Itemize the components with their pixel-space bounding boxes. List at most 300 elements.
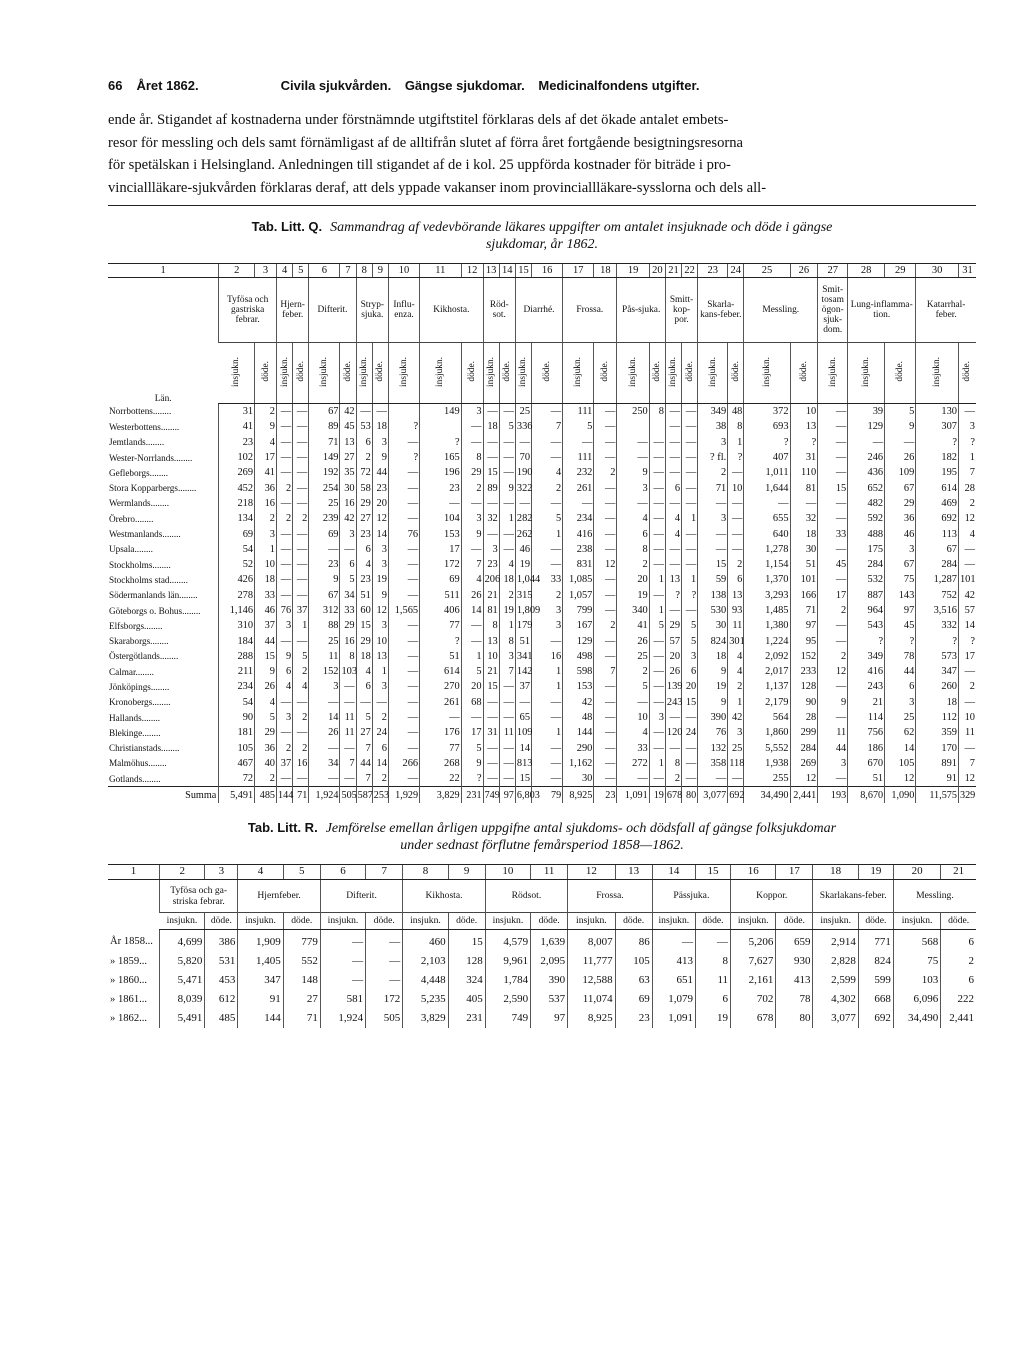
table-cell: 17 xyxy=(255,450,277,465)
lan-name: Gotlands........ xyxy=(109,773,161,784)
table-cell: 20 xyxy=(617,572,649,587)
table-cell: — xyxy=(818,465,848,480)
page-header xyxy=(108,78,976,93)
table-cell: — xyxy=(848,435,885,450)
table-cell: — xyxy=(293,450,309,465)
column-number: 6 xyxy=(320,864,365,879)
table-cell: 6 xyxy=(356,679,372,694)
table-cell: — xyxy=(293,725,309,740)
sum-cell: 2,441 xyxy=(790,787,818,803)
table-cell: 1,644 xyxy=(744,480,790,495)
table-cell: — xyxy=(682,542,698,557)
table-cell: 2 xyxy=(255,771,277,787)
sum-cell: 3,077 xyxy=(698,787,728,803)
table-cell: 23 xyxy=(420,480,462,495)
table-cell: 332 xyxy=(916,618,959,633)
subheader-cell xyxy=(277,343,293,404)
table-cell: 14 xyxy=(309,710,340,725)
table-cell: 51 xyxy=(848,771,885,787)
sum-cell: 5,491 xyxy=(219,787,255,803)
table-cell: 2 xyxy=(665,771,681,787)
table-cell: 170 xyxy=(916,741,959,756)
table-cell: 324 xyxy=(448,971,485,990)
subheader-cell xyxy=(219,343,255,404)
table-cell: 15 xyxy=(682,695,698,710)
table-cell: 10 xyxy=(617,710,649,725)
table-cell: 678 xyxy=(731,1009,776,1028)
subheader-insjukn: insjukn. xyxy=(320,912,365,929)
sum-cell: 97 xyxy=(499,787,515,803)
table-cell: 60 xyxy=(356,603,372,618)
table-cell: 19 xyxy=(617,588,649,603)
table-cell: 11 xyxy=(340,725,356,740)
table-cell: — xyxy=(277,572,293,587)
table-cell: ? xyxy=(461,771,483,787)
table-cell: 138 xyxy=(698,588,728,603)
table-row xyxy=(108,679,976,694)
table-cell: — xyxy=(818,679,848,694)
table-cell: 2 xyxy=(372,771,388,787)
table-cell: — xyxy=(665,741,681,756)
table-cell: — xyxy=(818,419,848,434)
table-cell: 22 xyxy=(420,771,462,787)
table-cell: 16 xyxy=(340,633,356,648)
table-cell: 51 xyxy=(790,557,818,572)
lan-name: Jemtlands........ xyxy=(109,437,165,448)
column-number: 24 xyxy=(728,264,744,278)
table-r-title-line2: under sednast förflutne femårsperiod 1858—1862. xyxy=(400,837,684,853)
subheader-dode: döde. xyxy=(531,912,568,929)
subheader-dode: döde. xyxy=(695,912,730,929)
disease-header: Röd-sot. xyxy=(483,278,515,343)
table-cell: 42 xyxy=(340,511,356,526)
column-number: 20 xyxy=(649,264,665,278)
table-cell: 4 xyxy=(356,664,372,679)
table-cell: — xyxy=(665,496,681,511)
table-cell: 30 xyxy=(563,771,594,787)
table-cell: — xyxy=(277,542,293,557)
sum-cell: 1,090 xyxy=(885,787,916,803)
lan-name: Gefleborgs........ xyxy=(109,467,169,478)
table-cell: 254 xyxy=(309,480,340,495)
table-cell: 218 xyxy=(219,496,255,511)
table-cell: 288 xyxy=(219,649,255,664)
column-number: 10 xyxy=(485,864,530,879)
table-cell: — xyxy=(388,710,419,725)
table-cell: 23 xyxy=(219,435,255,450)
header-title: Civila sjukvården. xyxy=(280,78,392,93)
table-cell: 11 xyxy=(728,618,744,633)
table-cell: 4 xyxy=(728,664,744,679)
table-cell: 2,095 xyxy=(531,952,568,971)
table-cell: 272 xyxy=(617,756,649,771)
table-cell: 9 xyxy=(372,588,388,603)
table-cell: 693 xyxy=(744,419,790,434)
subheader-cell xyxy=(499,343,515,404)
table-cell: — xyxy=(388,618,419,633)
table-cell: — xyxy=(388,511,419,526)
table-cell: — xyxy=(293,465,309,480)
table-row xyxy=(108,511,976,526)
table-cell: 45 xyxy=(885,618,916,633)
table-cell: 36 xyxy=(885,511,916,526)
table-cell: 6 xyxy=(728,572,744,587)
table-cell: 3 xyxy=(649,710,665,725)
subheader-insjukn: insjukn. xyxy=(932,356,943,387)
table-cell: 8 xyxy=(695,952,730,971)
table-cell: 4 xyxy=(665,511,681,526)
column-number: 9 xyxy=(448,864,485,879)
table-cell: 11 xyxy=(340,710,356,725)
table-cell: 262 xyxy=(515,526,531,541)
subheader-cell xyxy=(293,343,309,404)
table-cell: 3 xyxy=(698,511,728,526)
table-cell: 104 xyxy=(420,511,462,526)
table-cell: 7 xyxy=(340,756,356,771)
lan-name: Malmöhus........ xyxy=(109,758,167,769)
table-cell: 824 xyxy=(698,633,728,648)
table-cell: — xyxy=(665,603,681,618)
table-cell: 460 xyxy=(403,929,448,952)
table-cell: 44 xyxy=(255,633,277,648)
column-number: 23 xyxy=(698,264,728,278)
table-cell: 72 xyxy=(219,771,255,787)
table-row xyxy=(108,1009,976,1028)
table-cell: 2,017 xyxy=(744,664,790,679)
table-row xyxy=(108,542,976,557)
subheader-dode: döde. xyxy=(375,361,386,382)
table-cell: — xyxy=(340,695,356,710)
table-cell: 310 xyxy=(219,618,255,633)
subheader-cell xyxy=(665,343,681,404)
table-cell: 3,829 xyxy=(403,1009,448,1028)
table-cell: 63 xyxy=(615,971,652,990)
table-cell: — xyxy=(388,435,419,450)
subheader-dode: döde. xyxy=(502,361,513,382)
table-cell: 14 xyxy=(885,741,916,756)
table-cell: 4 xyxy=(617,511,649,526)
table-cell: 109 xyxy=(885,465,916,480)
table-cell: — xyxy=(277,695,293,710)
column-number: 30 xyxy=(916,264,959,278)
column-number: 9 xyxy=(372,264,388,278)
table-cell: 2 xyxy=(728,679,744,694)
table-cell: 27 xyxy=(356,511,372,526)
table-cell: 312 xyxy=(309,603,340,618)
column-number: 14 xyxy=(499,264,515,278)
column-number: 6 xyxy=(309,264,340,278)
table-cell: 6 xyxy=(885,679,916,694)
table-cell: 4 xyxy=(293,679,309,694)
table-cell: 19 xyxy=(698,679,728,694)
table-cell: 5 xyxy=(255,710,277,725)
table-cell: — xyxy=(483,496,499,511)
table-cell: 90 xyxy=(219,710,255,725)
table-cell: 2 xyxy=(372,710,388,725)
table-cell: 20 xyxy=(372,496,388,511)
table-cell: 488 xyxy=(848,526,885,541)
table-cell: 5 xyxy=(340,572,356,587)
table-cell: — xyxy=(388,465,419,480)
table-cell xyxy=(649,419,665,434)
table-cell: 33 xyxy=(255,588,277,603)
subheader-cell xyxy=(515,343,531,404)
table-cell: — xyxy=(728,526,744,541)
table-cell: 17 xyxy=(420,542,462,557)
table-cell: — xyxy=(594,679,617,694)
column-number: 26 xyxy=(790,264,818,278)
table-cell: 3 xyxy=(372,542,388,557)
sum-cell: 34,490 xyxy=(744,787,790,803)
table-q-title-line2: sjukdomar, år 1862. xyxy=(485,237,598,252)
table-cell: — xyxy=(483,756,499,771)
table-cell: 31 xyxy=(219,404,255,420)
table-cell: 46 xyxy=(255,603,277,618)
table-cell: 26 xyxy=(255,679,277,694)
table-cell: 255 xyxy=(744,771,790,787)
table-cell: — xyxy=(499,771,515,787)
table-cell: 4 xyxy=(499,557,515,572)
table-cell: — xyxy=(277,526,293,541)
table-cell: — xyxy=(682,526,698,541)
column-number: 13 xyxy=(615,864,652,879)
disease-header: Skarla-kans-feber. xyxy=(698,278,744,343)
table-cell: — xyxy=(293,526,309,541)
table-cell: — xyxy=(532,710,563,725)
table-row xyxy=(108,952,976,971)
table-cell: 101 xyxy=(790,572,818,587)
table-cell: 29 xyxy=(885,496,916,511)
table-cell: 2 xyxy=(356,450,372,465)
table-cell: — xyxy=(594,419,617,434)
table-cell: — xyxy=(649,649,665,664)
subheader-cell xyxy=(958,343,976,404)
subheader-cell xyxy=(461,343,483,404)
table-cell: 3 xyxy=(885,542,916,557)
column-number: 8 xyxy=(403,864,448,879)
table-cell: 568 xyxy=(893,929,940,952)
table-cell: 101 xyxy=(958,572,976,587)
column-number: 31 xyxy=(958,264,976,278)
disease-header: Kikhosta. xyxy=(403,879,485,912)
table-cell: 29 xyxy=(255,725,277,740)
table-cell: 110 xyxy=(790,465,818,480)
table-cell: 102 xyxy=(219,450,255,465)
table-cell: 2 xyxy=(461,480,483,495)
table-cell: 7 xyxy=(594,664,617,679)
table-cell: 3 xyxy=(277,618,293,633)
year-label: Året 1862. xyxy=(136,78,199,93)
table-cell: 13 xyxy=(728,588,744,603)
table-cell: 2 xyxy=(941,952,976,971)
table-cell: 1,380 xyxy=(744,618,790,633)
table-cell: 28 xyxy=(790,710,818,725)
table-cell: 118 xyxy=(728,756,744,771)
table-cell: ? xyxy=(682,588,698,603)
table-cell: 29 xyxy=(340,618,356,633)
table-cell: 1,162 xyxy=(563,756,594,771)
table-cell: 89 xyxy=(309,419,340,434)
subheader-cell xyxy=(916,343,959,404)
table-cell: 1 xyxy=(649,756,665,771)
table-cell: — xyxy=(532,771,563,787)
table-cell: 2,828 xyxy=(813,952,858,971)
table-cell: 771 xyxy=(858,929,893,952)
table-cell: 640 xyxy=(744,526,790,541)
table-cell: 32 xyxy=(790,511,818,526)
table-cell: — xyxy=(388,633,419,648)
table-cell: 8,039 xyxy=(160,990,205,1009)
table-cell: 3 xyxy=(698,435,728,450)
table-cell: 33 xyxy=(617,741,649,756)
subheader-insjukn: insjukn. xyxy=(485,912,530,929)
table-cell: — xyxy=(818,542,848,557)
table-cell: 4 xyxy=(356,557,372,572)
table-cell: 453 xyxy=(205,971,238,990)
lan-header: Län. xyxy=(154,393,172,404)
table-cell: 14 xyxy=(958,618,976,633)
table-cell: 12 xyxy=(790,771,818,787)
table-cell: — xyxy=(388,695,419,710)
table-cell: — xyxy=(483,710,499,725)
table-cell: 37 xyxy=(293,603,309,618)
table-cell: 3 xyxy=(885,695,916,710)
table-cell: 8 xyxy=(461,450,483,465)
table-cell: — xyxy=(366,952,403,971)
table-cell: 824 xyxy=(858,952,893,971)
table-cell: 2 xyxy=(277,511,293,526)
disease-header: Tyfösa och gastriska febrar. xyxy=(219,278,277,343)
table-cell: ? xyxy=(790,435,818,450)
table-cell xyxy=(420,419,462,434)
subheader-dode: döde. xyxy=(205,912,238,929)
table-cell: 612 xyxy=(205,990,238,1009)
table-cell: — xyxy=(277,435,293,450)
table-cell: 2 xyxy=(293,664,309,679)
table-cell: 261 xyxy=(563,480,594,495)
table-cell: — xyxy=(649,633,665,648)
table-cell: 20 xyxy=(665,649,681,664)
sum-cell: 253 xyxy=(372,787,388,803)
table-cell: 7 xyxy=(461,557,483,572)
table-cell: — xyxy=(277,633,293,648)
table-cell: — xyxy=(356,404,372,420)
table-cell: 6,096 xyxy=(893,990,940,1009)
lan-name: Calmar........ xyxy=(109,666,154,677)
table-cell: 238 xyxy=(563,542,594,557)
table-cell: 10 xyxy=(790,404,818,420)
table-cell: 592 xyxy=(848,511,885,526)
table-cell: 9 xyxy=(461,526,483,541)
table-cell: 3 xyxy=(372,557,388,572)
table-cell: 17 xyxy=(461,725,483,740)
table-cell: 6 xyxy=(941,971,976,990)
table-cell: 1 xyxy=(532,526,563,541)
table-cell: 436 xyxy=(848,465,885,480)
table-cell: 3 xyxy=(277,710,293,725)
table-cell: — xyxy=(958,542,976,557)
table-cell: 651 xyxy=(652,971,695,990)
table-cell: 32 xyxy=(483,511,499,526)
table-cell: 7 xyxy=(532,419,563,434)
disease-header: Smitt-kop-por. xyxy=(665,278,697,343)
subheader-insjukn: insjukn. xyxy=(359,356,370,387)
table-cell: 307 xyxy=(916,419,959,434)
table-cell: — xyxy=(958,695,976,710)
table-cell: 23 xyxy=(356,572,372,587)
lan-name: Blekinge........ xyxy=(109,727,161,738)
table-cell: 33 xyxy=(818,526,848,541)
table-cell: 6 xyxy=(340,557,356,572)
sum-cell: 749 xyxy=(483,787,499,803)
table-cell: — xyxy=(483,435,499,450)
table-cell: 17 xyxy=(818,588,848,603)
table-cell: — xyxy=(532,633,563,648)
table-cell: 149 xyxy=(309,450,340,465)
table-cell: — xyxy=(293,588,309,603)
table-cell: 702 xyxy=(731,990,776,1009)
lan-name: Wermlands........ xyxy=(109,498,169,509)
table-cell: 71 xyxy=(790,603,818,618)
table-cell: — xyxy=(594,480,617,495)
table-cell: — xyxy=(594,450,617,465)
table-cell: 405 xyxy=(448,990,485,1009)
subheader-dode: döde. xyxy=(295,361,306,382)
table-cell: 5 xyxy=(461,664,483,679)
table-cell: 6 xyxy=(277,664,293,679)
table-cell: — xyxy=(649,496,665,511)
table-cell: — xyxy=(649,526,665,541)
table-cell: 129 xyxy=(848,419,885,434)
table-cell: 29 xyxy=(356,633,372,648)
table-cell: — xyxy=(728,511,744,526)
table-cell: 6 xyxy=(695,990,730,1009)
lan-name: Westmanlands........ xyxy=(109,529,181,540)
table-row xyxy=(108,695,976,710)
table-cell: 11,074 xyxy=(568,990,615,1009)
table-cell: — xyxy=(649,465,665,480)
table-cell: — xyxy=(483,695,499,710)
table-cell: 44 xyxy=(356,756,372,771)
table-cell: 53 xyxy=(356,419,372,434)
table-cell: 5 xyxy=(617,679,649,694)
table-cell: 25 xyxy=(617,649,649,664)
table-cell: 5,820 xyxy=(160,952,205,971)
table-cell: 8 xyxy=(728,419,744,434)
table-cell: 284 xyxy=(916,557,959,572)
lan-name: Stockholms........ xyxy=(109,559,171,570)
table-row xyxy=(108,496,976,511)
table-row xyxy=(108,450,976,465)
table-cell: — xyxy=(309,771,340,787)
column-number: 25 xyxy=(744,264,790,278)
sum-cell: 144 xyxy=(277,787,293,803)
table-cell: — xyxy=(698,526,728,541)
table-cell: 165 xyxy=(420,450,462,465)
subheader-cell xyxy=(309,343,340,404)
table-cell: 2 xyxy=(958,679,976,694)
table-cell: 69 xyxy=(420,572,462,587)
table-row xyxy=(108,990,976,1009)
table-cell: 57 xyxy=(665,633,681,648)
table-cell: 23 xyxy=(483,557,499,572)
table-cell: 3,077 xyxy=(813,1009,858,1028)
column-number: 18 xyxy=(813,864,858,879)
table-row xyxy=(108,404,976,420)
table-cell: — xyxy=(682,557,698,572)
table-cell: 30 xyxy=(698,618,728,633)
table-cell: 69 xyxy=(309,526,340,541)
